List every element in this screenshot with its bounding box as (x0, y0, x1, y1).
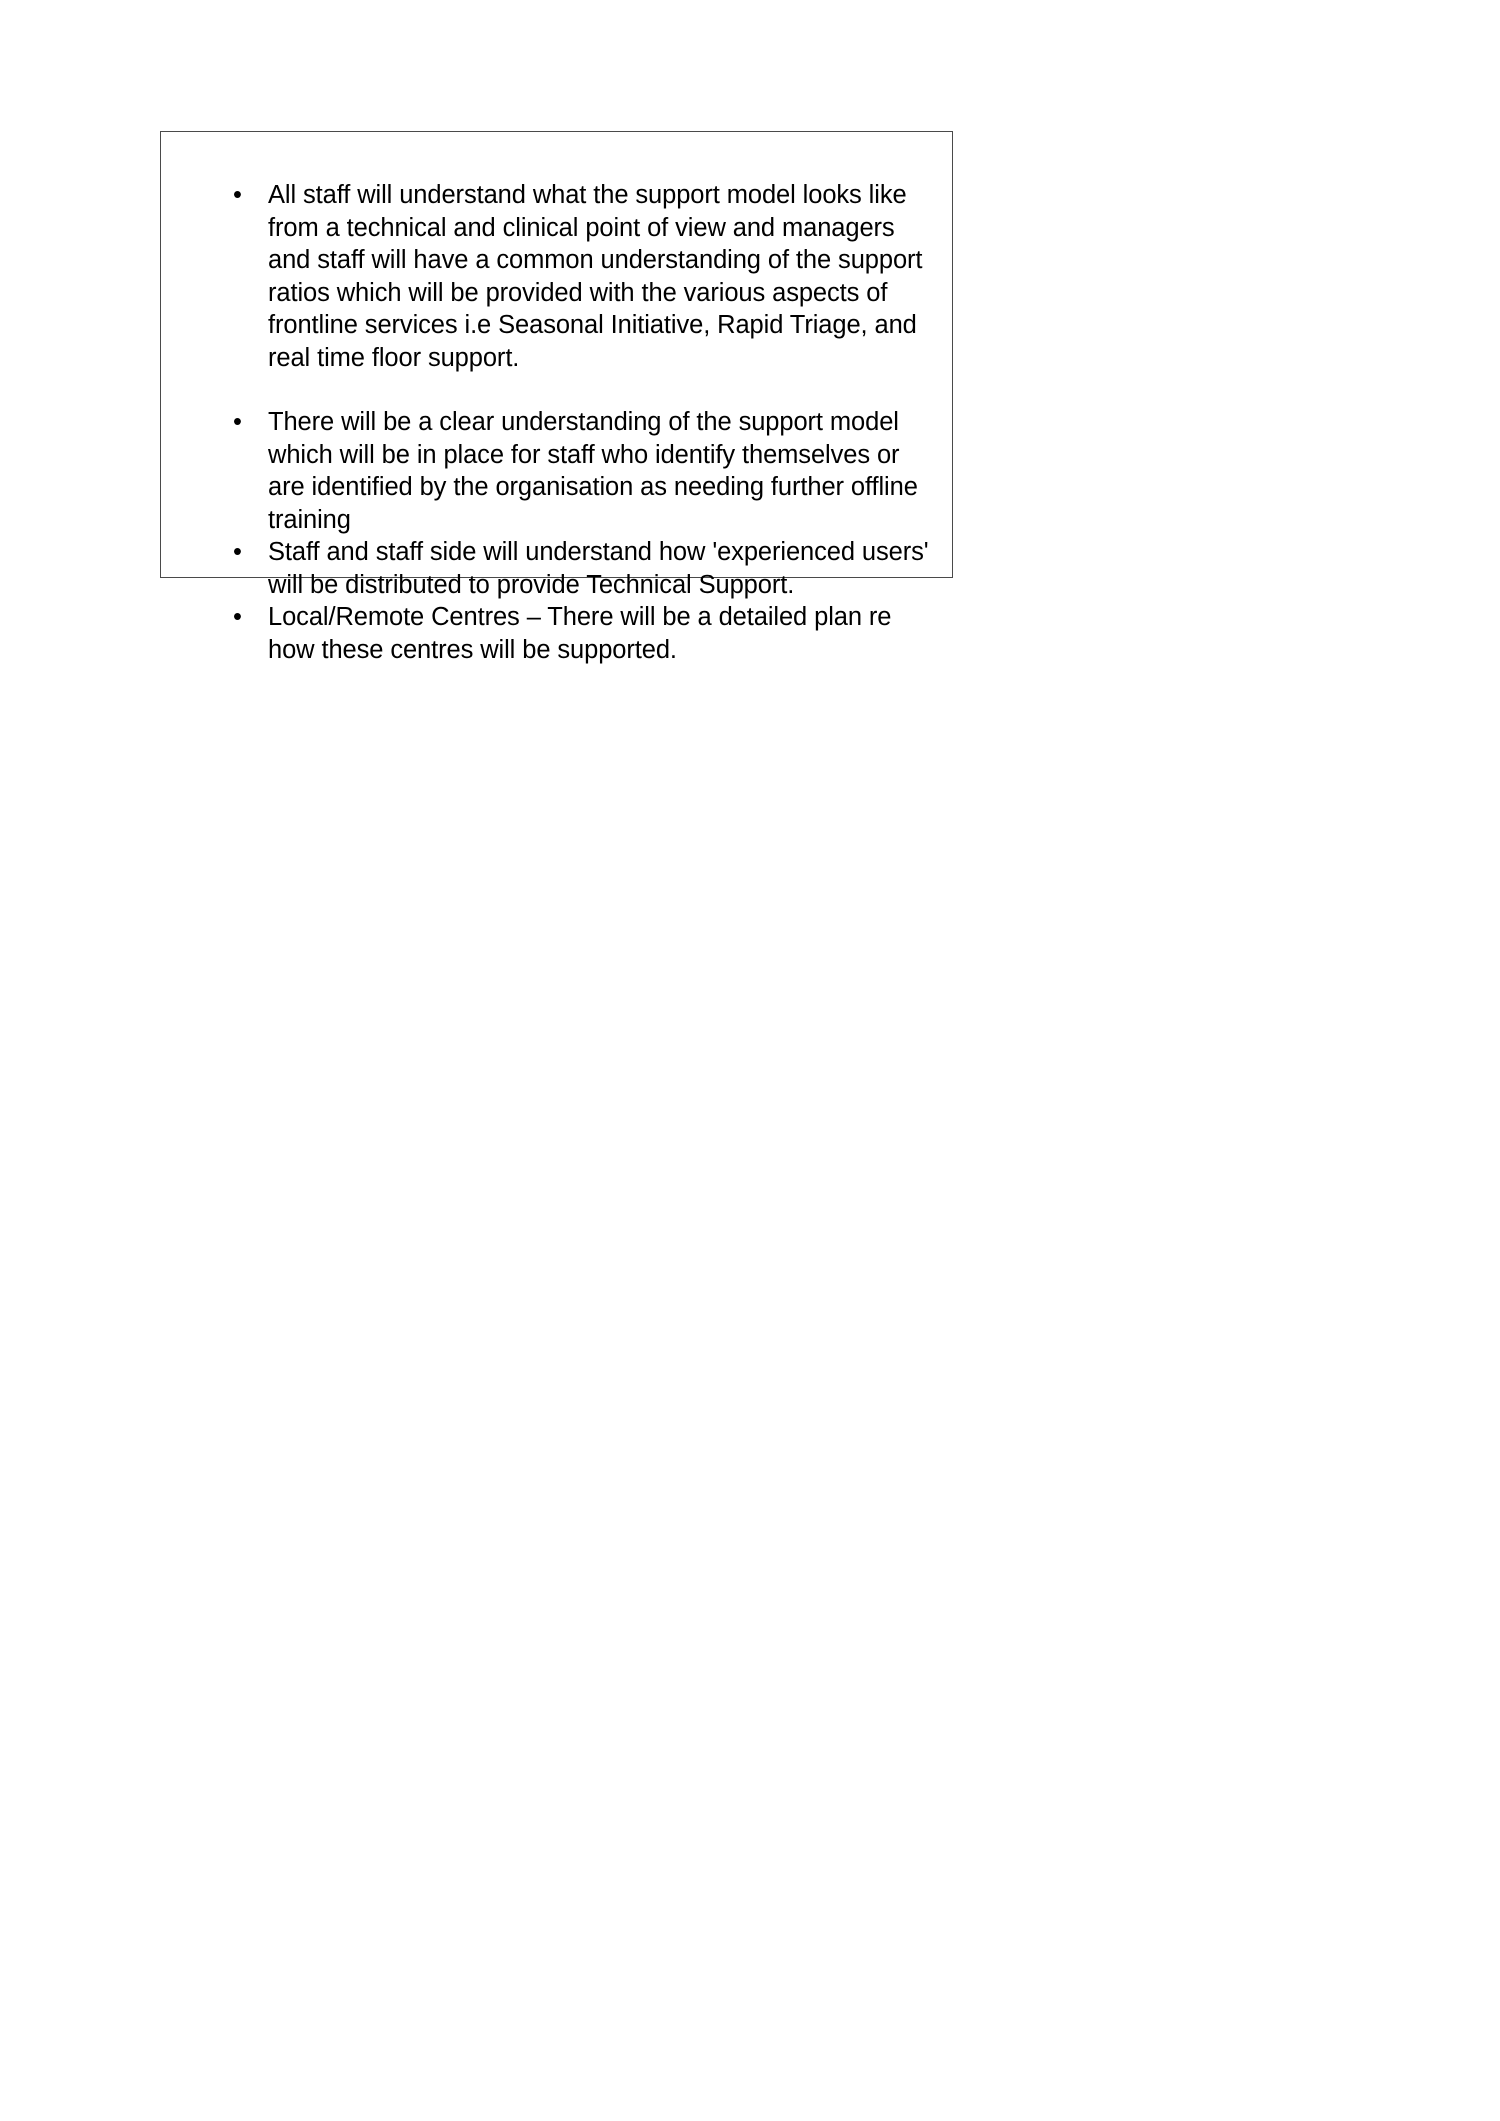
list-item (193, 406, 933, 536)
bullet-marker-icon: • (233, 181, 242, 209)
list-item (193, 601, 933, 666)
list-item-text: There will be a clear understanding of the support model which will be in place for staff who identify themselves or are identified by the organisation as needing further offline training (268, 408, 918, 534)
list-item (193, 179, 933, 374)
bullet-marker-icon: • (233, 538, 242, 566)
bullet-list (193, 179, 933, 666)
bulleted-text-box (160, 131, 953, 664)
list-item-text: All staff will understand what the support model looks like from a technical and clinical point of view and managers and staff will have a common understanding of the support ratios which will be provided with the various aspects of frontline services i.e Seasonal Initiative, Rapid Triage, and real time floor support. (268, 181, 923, 372)
bullet-marker-icon: • (233, 408, 242, 436)
list-item-text: Staff and staff side will understand how 'experienced users' will be distributed to provide Technical Support. (268, 538, 929, 599)
list-item (193, 536, 933, 601)
list-item-text: Local/Remote Centres – There will be a detailed plan re how these centres will be supported. (268, 603, 892, 664)
bullet-marker-icon: • (233, 603, 242, 631)
